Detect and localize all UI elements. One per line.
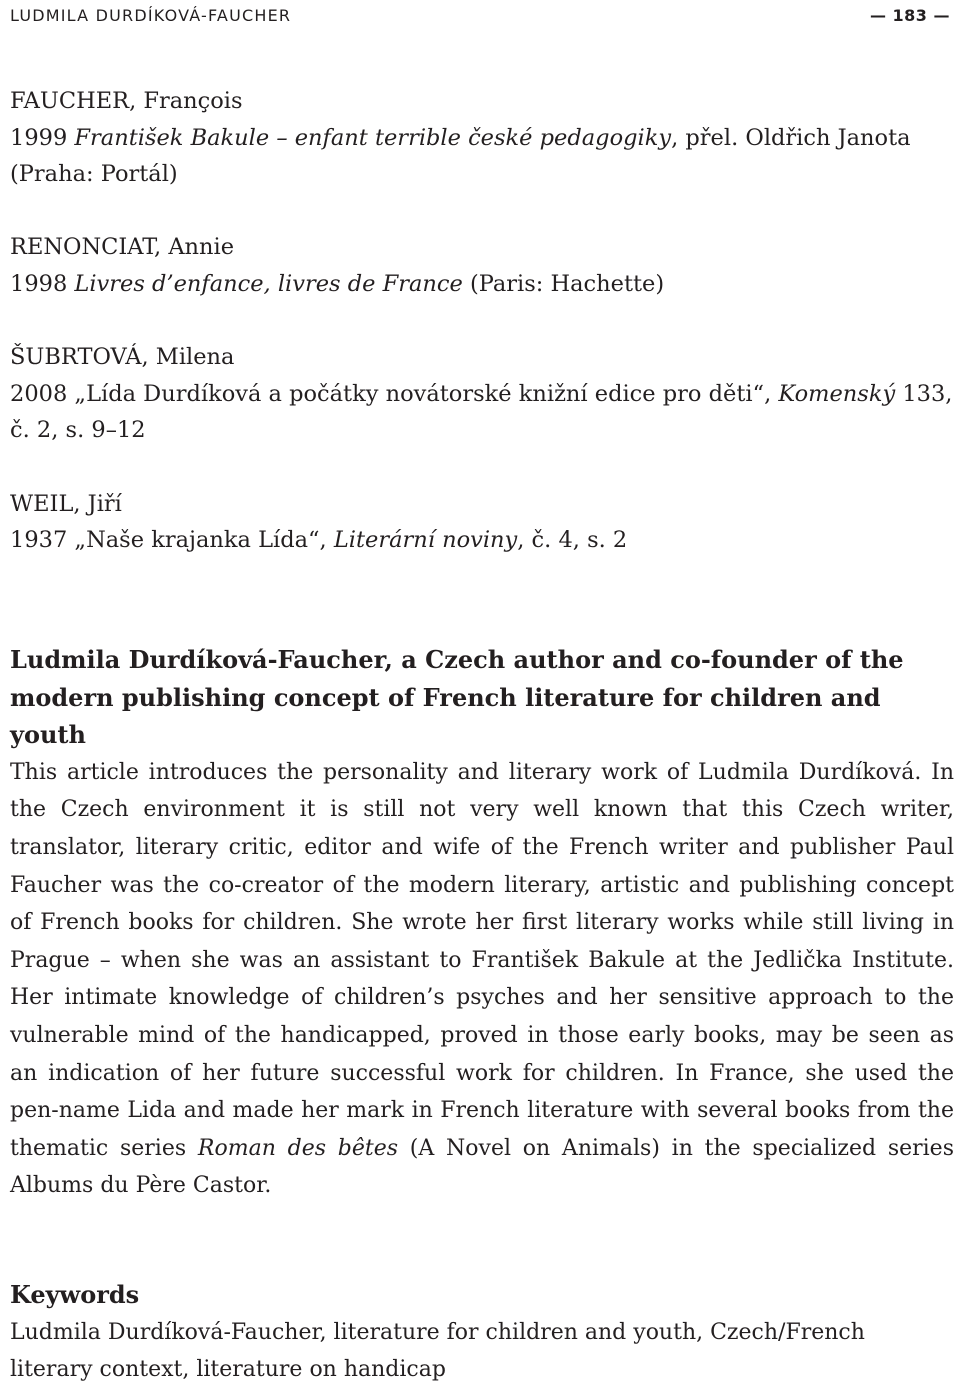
reference-details: 133, č. 2, s. 9–12 xyxy=(10,380,953,444)
reference-entry xyxy=(10,120,954,193)
reference-renonciat xyxy=(10,229,954,302)
reference-author: WEIL, Jiří xyxy=(10,490,122,517)
keywords-heading: Keywords xyxy=(10,1280,140,1309)
reference-author: ŠUBRTOVÁ, Milena xyxy=(10,344,235,371)
page-number: — 183 — xyxy=(869,6,950,25)
keywords-section xyxy=(10,1276,954,1389)
reference-subrtova xyxy=(10,339,954,449)
abstract-text-part1: This article introduces the personality and literary work of Ludmila Durdíková. In the Czech environment it is still not very well known that this Czech writer, translator, literary critic, editor and wife of the French writer and publisher Paul Faucher was the co-creator of the modern literary, artistic and publishing concept of French books for children. She wrote her first literary works while still living in Prague – when she was an assistant to František Bakule at the Jedlička Institute. Her intimate knowledge of children’s psyches and her sensitive approach to the vulnerable mind of the handicapped, proved in those early books, may be seen as an indication of her future successful work for children. In France, she used the pen-name Lida and made her mark in French literature with several books from the thematic series xyxy=(10,759,954,1161)
reference-title: František Bakule – enfant terrible české pedagogiky xyxy=(74,124,672,151)
reference-weil xyxy=(10,486,954,559)
abstract-series-title: Roman des bêtes xyxy=(197,1135,399,1161)
keywords-text: Ludmila Durdíková-Faucher, literature for children and youth, Czech/French literary context, literature on handicap xyxy=(10,1319,865,1383)
reference-article-title: „Lída Durdíková a počátky novátorské knižní edice pro děti“, xyxy=(67,380,779,407)
reference-title: Livres d’enfance, livres de France xyxy=(74,270,463,297)
reference-details: , přel. Oldřich Janota (Praha: Portál) xyxy=(10,124,911,188)
reference-details: , č. 4, s. 2 xyxy=(517,527,628,554)
reference-faucher xyxy=(10,83,954,193)
running-head xyxy=(10,6,950,28)
reference-entry xyxy=(10,376,954,449)
reference-journal: Literární noviny xyxy=(333,527,518,554)
abstract-title: Ludmila Durdíková-Faucher, a Czech author and co-founder of the modern publishing concept of French literature for children and youth xyxy=(10,645,904,750)
running-head-author: LUDMILA DURDÍKOVÁ-FAUCHER xyxy=(10,6,292,25)
reference-article-title: „Naše krajanka Lída“, xyxy=(67,527,334,554)
reference-details: (Paris: Hachette) xyxy=(462,270,665,297)
reference-year: 1937 xyxy=(10,527,68,554)
reference-list xyxy=(10,83,954,595)
reference-year: 2008 xyxy=(10,380,68,407)
abstract-text-part2: (A Novel on Animals) in the specialized series Albums du Père Castor. xyxy=(10,1135,954,1199)
reference-entry xyxy=(10,522,954,559)
reference-author: FAUCHER, François xyxy=(10,88,243,114)
abstract-text xyxy=(10,754,954,1205)
reference-year: 1999 xyxy=(10,124,68,151)
reference-journal: Komenský xyxy=(778,380,896,407)
reference-entry xyxy=(10,266,954,303)
reference-author: RENONCIAT, Annie xyxy=(10,234,235,261)
abstract-section xyxy=(10,641,954,1205)
reference-year: 1998 xyxy=(10,270,68,297)
